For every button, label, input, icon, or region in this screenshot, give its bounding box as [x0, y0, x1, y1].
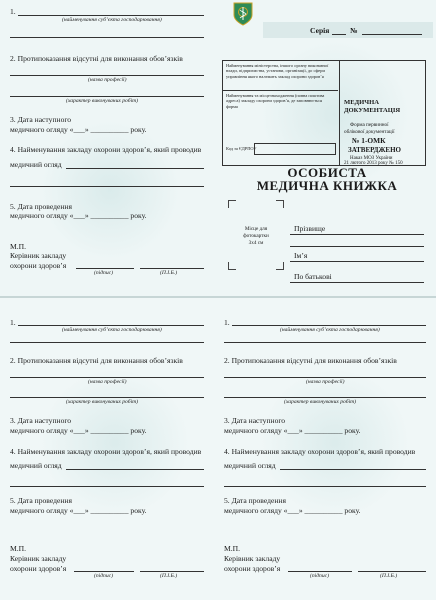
photo-corner-bl — [228, 262, 236, 270]
field4-label: 4. Найменування закладу охорони здоров’я, який проводив — [10, 145, 202, 154]
field4-line[interactable] — [66, 168, 204, 169]
surname-line[interactable] — [290, 234, 424, 235]
photo-corner-tr — [276, 200, 284, 208]
b1-field4-line-2[interactable] — [10, 486, 204, 487]
field4-label-2: медичний огляд — [10, 160, 62, 169]
photo-placeholder-1: Місце для — [244, 226, 268, 232]
b1-field3-label: 3. Дата наступного — [10, 416, 72, 425]
field2-profession-line[interactable] — [10, 75, 204, 76]
form-line-1: Форма первинної — [350, 122, 389, 128]
approved-label: ЗАТВЕРДЖЕНО — [348, 146, 401, 154]
field1-caption: (найменування суб’єкта господарювання) — [62, 17, 162, 23]
stamp-place: М.П. — [10, 242, 27, 251]
b1-field1-number: 1. — [10, 318, 16, 327]
surname-label: Прізвище — [294, 224, 326, 233]
b2-signature-caption: (підпис) — [310, 573, 329, 579]
b2-stamp-place: М.П. — [224, 544, 241, 553]
name-label: Ім’я — [294, 251, 308, 260]
serial-label: Серія — [310, 26, 330, 35]
b1-fullname-line[interactable] — [140, 571, 204, 572]
field1-number: 1. — [10, 7, 16, 16]
field1-line[interactable] — [18, 15, 204, 16]
b1-field3-date[interactable]: медичного огляду «___» __________ року. — [10, 426, 147, 435]
name-line[interactable] — [290, 261, 424, 262]
b2-field5-label: 5. Дата проведення — [224, 496, 286, 505]
b1-head-label-1: Керівник закладу — [10, 554, 67, 563]
field5-label: 5. Дата проведення — [10, 202, 72, 211]
b1-field2-profession-caption: (назва професії) — [88, 379, 127, 385]
b2-field3-date[interactable]: медичного огляду «___» __________ року. — [224, 426, 361, 435]
b2-field3-label: 3. Дата наступного — [224, 416, 286, 425]
head-label-2: охорони здоров’я — [10, 261, 67, 270]
form-number: № 1-ОМК — [352, 136, 386, 145]
field2-work-caption: (характер виконуваних робіт) — [66, 98, 139, 104]
document-title-1: ОСОБИСТА — [287, 165, 367, 180]
b2-head-label-1: Керівник закладу — [224, 554, 281, 563]
facility-text: Найменування та місцезнаходження (повна поштова адреса) закладу охорони здоров’я, де заповнюється форма — [226, 93, 325, 109]
b1-field2-profession-line[interactable] — [10, 377, 204, 378]
patronymic-line[interactable] — [290, 282, 424, 283]
fullname-caption: (П.І.Б.) — [160, 270, 178, 276]
signature-caption: (підпис) — [94, 270, 113, 276]
ministry-text: Найменування міністерства, іншого органу виконавчої влади, підприємства, установи, організації, до сфери управління якого належить заклад охорони здоров’я — [226, 63, 329, 79]
signature-line[interactable] — [76, 268, 134, 269]
top-sheet — [0, 0, 436, 296]
b2-fullname-line[interactable] — [358, 571, 426, 572]
b1-field2-label: 2. Протипоказання відсутні для виконання обов’язків — [10, 356, 183, 365]
b1-head-label-2: охорони здоров’я — [10, 564, 67, 573]
number-line[interactable] — [362, 34, 422, 35]
field1-line-2[interactable] — [10, 37, 204, 38]
b2-signature-line[interactable] — [288, 571, 352, 572]
b2-field1-line[interactable] — [232, 325, 426, 326]
b2-field1-caption: (найменування суб’єкта господарювання) — [280, 327, 380, 333]
photo-corner-tl — [228, 200, 236, 208]
b2-field4-line[interactable] — [280, 469, 426, 470]
b1-field2-work-line[interactable] — [10, 397, 204, 398]
b1-field4-label-2: медичний огляд — [10, 461, 62, 470]
field3-date[interactable]: медичного огляду «___» __________ року. — [10, 125, 147, 134]
b1-field1-line[interactable] — [18, 325, 204, 326]
b2-field1-line-2[interactable] — [224, 342, 426, 343]
field2-label: 2. Протипоказання відсутні для виконання обов’язків — [10, 54, 183, 63]
b2-field2-profession-line[interactable] — [224, 377, 426, 378]
b1-signature-line[interactable] — [74, 571, 134, 572]
b2-field1-number: 1. — [224, 318, 230, 327]
b2-field2-work-line[interactable] — [224, 397, 426, 398]
photo-placeholder-3: 3х4 см — [248, 240, 264, 246]
b1-field4-label: 4. Найменування закладу охорони здоров’я, який проводив — [10, 447, 202, 456]
b1-signature-caption: (підпис) — [94, 573, 113, 579]
ministry-divider — [222, 90, 338, 91]
b1-field5-date[interactable]: медичного огляду «___» __________ року. — [10, 506, 147, 515]
serial-line[interactable] — [332, 34, 346, 35]
b2-field4-line-2[interactable] — [224, 486, 426, 487]
edrpou-code-box[interactable] — [254, 143, 336, 155]
b1-stamp-place: М.П. — [10, 544, 27, 553]
edrpou-label: Код за ЄДРПОУ — [226, 146, 257, 151]
order-line-1: Наказ МОЗ України — [350, 156, 393, 161]
field3-label: 3. Дата наступного — [10, 115, 72, 124]
fullname-line[interactable] — [140, 268, 204, 269]
form-line-2: облікової документації — [344, 129, 395, 135]
number-label: № — [350, 26, 358, 35]
b2-field2-profession-caption: (назва професії) — [306, 379, 345, 385]
head-label-1: Керівник закладу — [10, 251, 67, 260]
medical-emblem-icon — [233, 2, 253, 26]
b1-field1-line-2[interactable] — [10, 342, 204, 343]
med-doc-1: МЕДИЧНА — [344, 99, 380, 106]
b2-field5-date[interactable]: медичного огляду «___» __________ року. — [224, 506, 361, 515]
b2-field2-label: 2. Протипоказання відсутні для виконання обов’язків — [224, 356, 397, 365]
b2-fullname-caption: (П.І.Б.) — [380, 573, 398, 579]
b1-fullname-caption: (П.І.Б.) — [160, 573, 178, 579]
b1-field4-line[interactable] — [66, 469, 204, 470]
b2-field4-label: 4. Найменування закладу охорони здоров’я, який проводив — [224, 447, 416, 456]
photo-placeholder-2: фотокартки — [243, 233, 269, 239]
field4-line-2[interactable] — [10, 186, 204, 187]
b1-field2-work-caption: (характер виконуваних робіт) — [66, 399, 139, 405]
watermark-left — [40, 120, 180, 260]
order-line-2: 21 лютого 2013 року № 150 — [344, 161, 403, 166]
patronymic-label: По батькові — [294, 272, 332, 281]
serial-band — [263, 22, 433, 38]
b2-head-label-2: охорони здоров’я — [224, 564, 281, 573]
surname-line-2[interactable] — [290, 246, 424, 247]
field5-date[interactable]: медичного огляду «___» __________ року. — [10, 211, 147, 220]
b2-field2-work-caption: (характер виконуваних робіт) — [284, 399, 357, 405]
med-doc-2: ДОКУМЕНТАЦІЯ — [344, 107, 401, 114]
document-title-2: МЕДИЧНА КНИЖКА — [256, 178, 398, 193]
field2-profession-caption: (назва професії) — [88, 77, 127, 83]
photo-corner-br — [276, 262, 284, 270]
b2-field4-label-2: медичний огляд — [224, 461, 276, 470]
bottom-sheet — [0, 298, 436, 600]
field2-work-line[interactable] — [10, 96, 204, 97]
b1-field5-label: 5. Дата проведення — [10, 496, 72, 505]
b1-field1-caption: (найменування суб’єкта господарювання) — [62, 327, 162, 333]
